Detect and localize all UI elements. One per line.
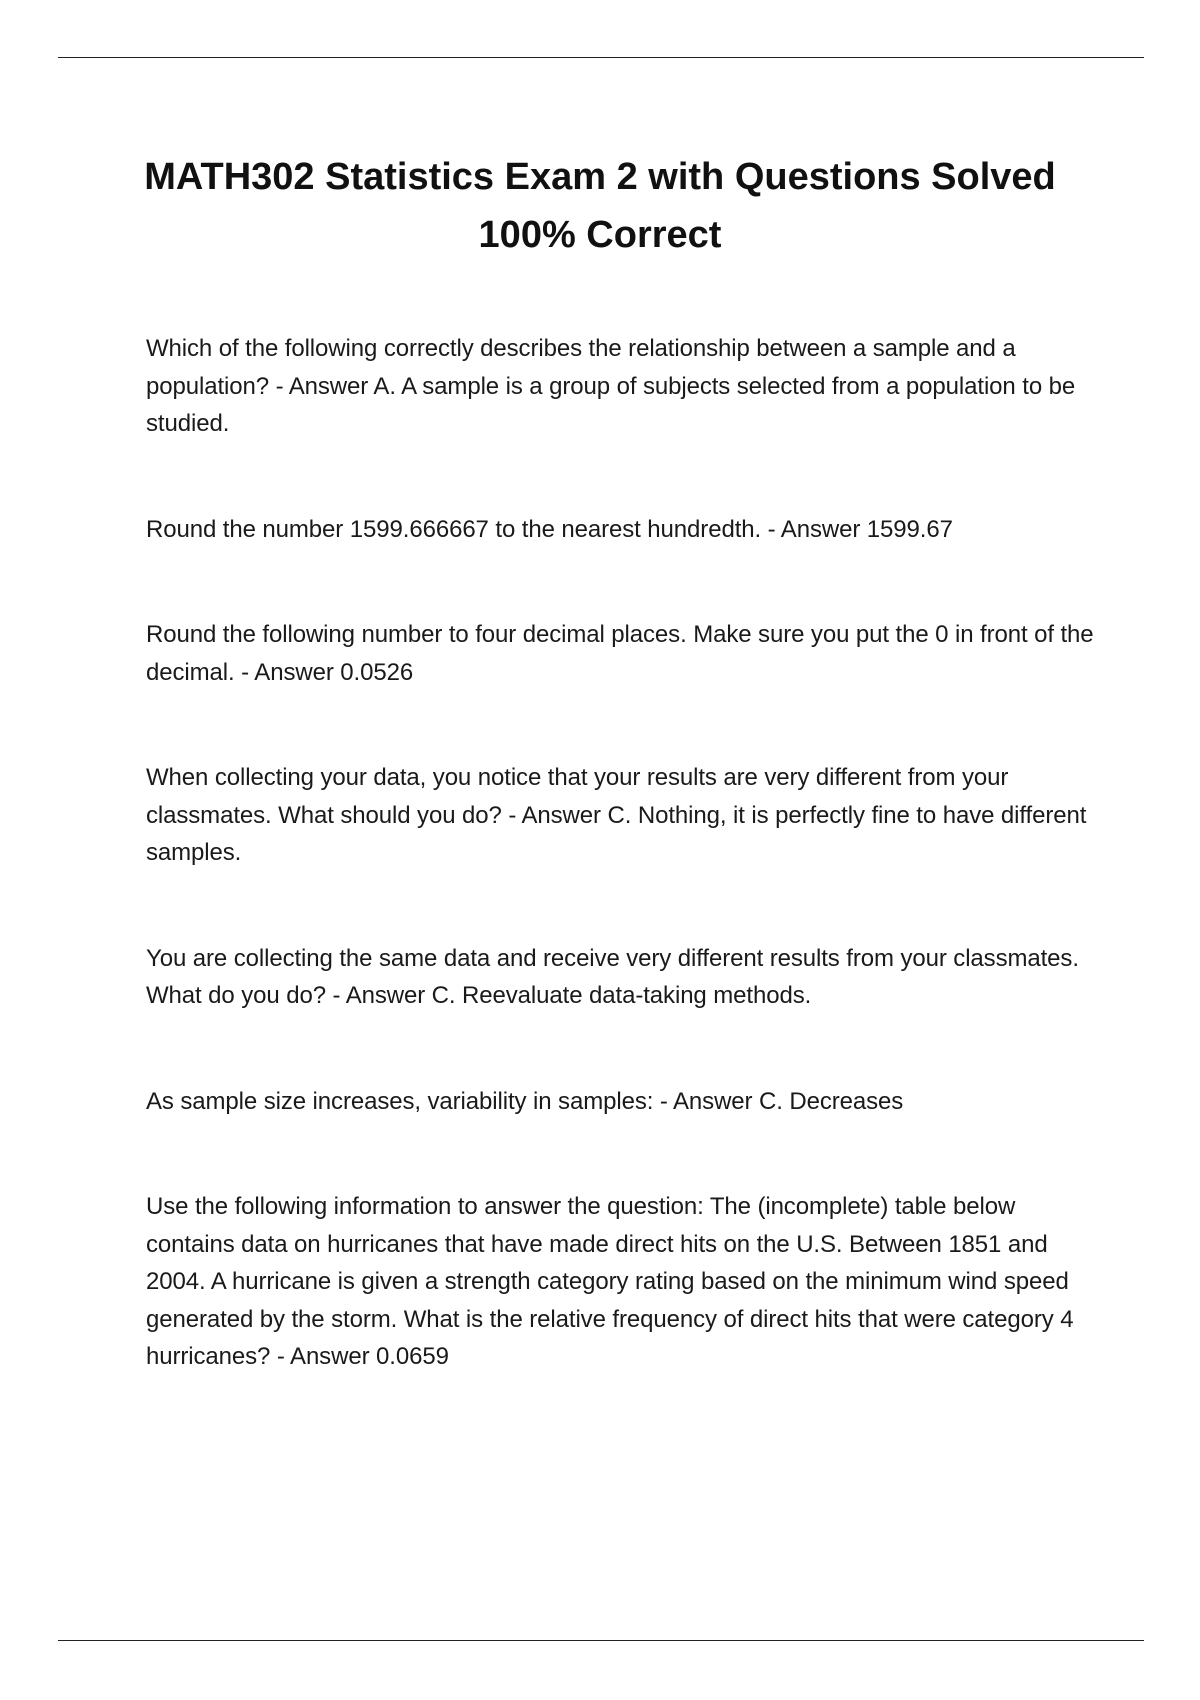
question-text: Round the following number to four decimal places. Make sure you put the 0 in front of the decimal. [146,621,1094,686]
answer-text: Answer C. Decreases [673,1087,904,1115]
separator: - [653,1087,674,1115]
answer-text: Answer C. Nothing, it is perfectly fine to have different samples. [146,801,1087,866]
header-rule [58,57,1144,58]
separator: - [501,801,522,829]
answer-text: Answer A. A sample is a group of subjects selected from a population to be studied. [146,372,1076,437]
qa-item-4 [146,759,1096,872]
document-title: MATH302 Statistics Exam 2 with Questions Solved 100% Correct [144,156,1056,256]
question-text: Round the number 1599.666667 to the nearest hundredth. [146,515,762,543]
question-text: As sample size increases, variability in samples: [146,1087,654,1115]
qa-item-1 [146,330,1096,443]
footer-rule [58,1640,1144,1641]
question-text: Use the following information to answer the question: The (incomplete) table below contains data on hurricanes that have made direct hits on the U.S. Between 1851 and 2004. A hurricane is given a strength category rating based on the minimum wind speed generated by the storm. What is the relative frequency of direct hits that were category 4 hurricanes? [146,1193,1074,1370]
separator: - [269,372,289,400]
answer-text: Answer 0.0659 [290,1343,449,1370]
qa-item-6 [146,1083,1096,1121]
question-text: You are collecting the same data and receive very different results from your classmates. What do you do? [146,944,1079,1009]
qa-list [146,330,1096,1376]
qa-item-5 [146,940,1096,1015]
question-text: When collecting your data, you notice that your results are very different from your classmates. What should you do? [146,764,1009,829]
qa-item-3 [146,616,1096,691]
qa-item-2 [146,511,1096,549]
qa-item-7 [146,1188,1096,1376]
separator: - [325,982,346,1009]
answer-text: Answer C. Reevaluate data-taking methods. [345,982,812,1009]
separator: - [270,1343,291,1370]
question-text: Which of the following correctly describes the relationship between a sample and a population? [146,335,1016,400]
answer-text: Answer 0.0526 [254,658,414,686]
separator: - [234,658,255,686]
answer-text: Answer 1599.67 [780,515,953,543]
separator: - [761,515,781,543]
